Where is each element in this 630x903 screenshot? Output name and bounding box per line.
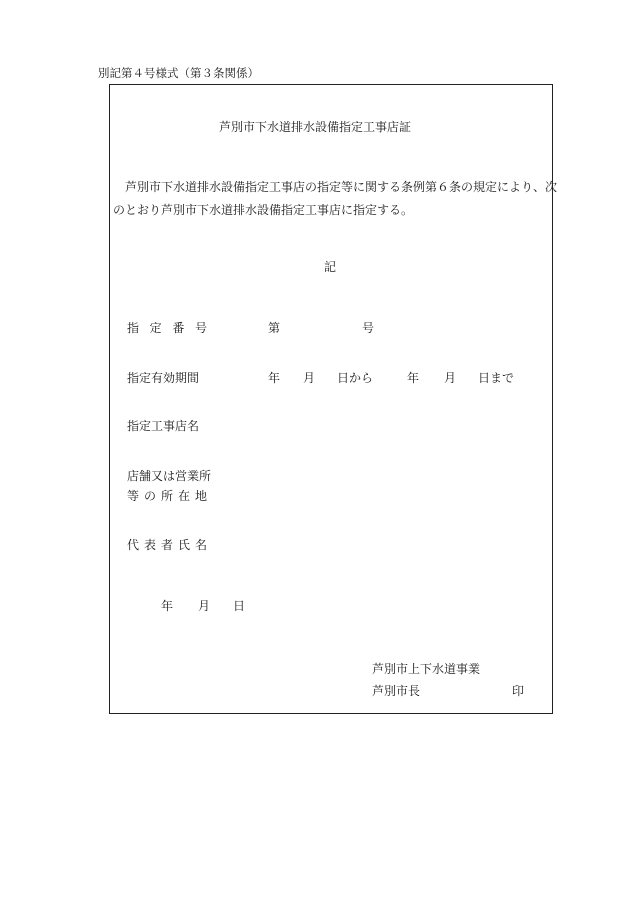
period-end-month: 月 [444,371,457,385]
period-start-month: 月 [303,371,316,385]
body-text-line-1: 芦別市下水道排水設備指定工事店の指定等に関する条例第６条の規定により、次 [125,180,558,194]
address-label-line-2: 等 の 所 在 地 [127,489,207,503]
certificate-frame [109,84,553,714]
issuer-mayor: 芦別市長 [372,684,421,698]
form-caption: 別記第４号様式（第３条関係） [98,66,259,80]
number-suffix: 号 [362,321,375,335]
period-end-day: 日まで [478,371,515,385]
ki-heading: 記 [323,260,336,274]
body-text-line-2: のとおり芦別市下水道排水設備指定工事店に指定する。 [113,203,414,217]
issue-date-month: 月 [198,599,211,613]
period-end-year: 年 [407,371,420,385]
representative-name-label: 代 表 者 氏 名 [127,538,207,552]
designation-number-label: 指 定 番 号 [127,321,207,335]
issue-date-day: 日 [233,599,246,613]
period-start-day: 日から [337,371,374,385]
document-title: 芦別市下水道排水設備指定工事店証 [218,120,411,134]
validity-period-label: 指定有効期間 [127,371,200,385]
seal-mark: 印 [512,684,525,698]
issuer-organization: 芦別市上下水道事業 [372,662,481,676]
period-start-year: 年 [268,371,281,385]
number-prefix: 第 [268,321,281,335]
issue-date-year: 年 [161,599,174,613]
address-label-line-1: 店舗又は営業所 [127,469,212,483]
shop-name-label: 指定工事店名 [127,419,200,433]
